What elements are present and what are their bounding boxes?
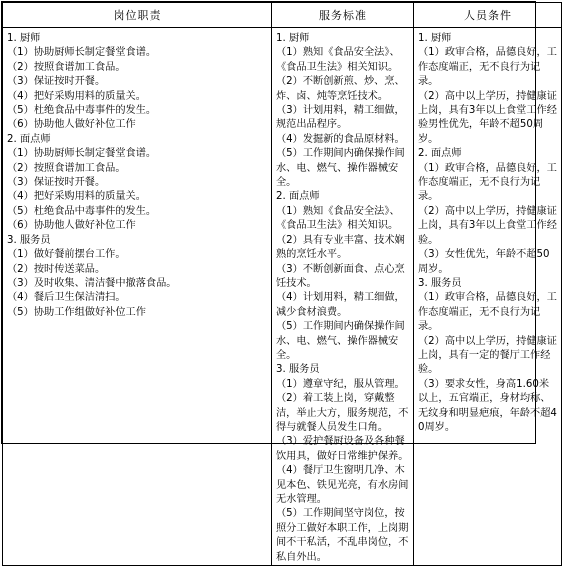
staff-requirement-line: （2）高中以上学历，持健康证上岗，具有3年以上食堂工作经验男性优先，年龄不超50周岁。 (418, 90, 557, 145)
job-duty-line: （6）协助他人做好补位工作 (7, 119, 136, 131)
job-duty-line: （1）协助厨师长制定餐堂食谱。 (7, 148, 157, 160)
service-standard-line: （5）工作期间内确保操作间水、电、燃气、操作器械安全。 (276, 321, 405, 361)
table-header-row (3, 3, 562, 28)
job-duty-line: （3）保证按时开餐。 (7, 177, 106, 189)
job-duties-cell (3, 28, 272, 566)
job-requirements-document (1, 1, 557, 563)
job-duty-line: （6）协助他人做好补位工作 (7, 220, 136, 232)
job-duty-line: （2）按时传送菜品。 (7, 263, 106, 275)
service-standard-line: （1）熟知《食品安全法》、《食品卫生法》相关知识。 (276, 205, 400, 232)
staff-requirement-line: （2）高中以上学历，持健康证上岗，具有一定的餐厅工作经验。 (418, 335, 557, 376)
staff-requirement-line: （2）高中以上学历，持健康证上岗，具有3年以上食堂工作经验。 (418, 205, 557, 246)
service-standard-line: 2. 面点师 (276, 191, 320, 203)
job-duty-line: （4）把好采购用料的质量关。 (7, 191, 146, 203)
staff-requirement-line: （1）政审合格，品德良好，工作态度端正，无不良行为记录。 (418, 162, 557, 203)
service-standard-line: 1. 厨师 (276, 33, 310, 44)
job-duty-line: 2. 面点师 (7, 133, 51, 145)
job-duty-line: （3）保证按时开餐。 (7, 76, 106, 88)
job-duty-line: （1）做好餐前摆台工作。 (7, 249, 126, 261)
staff-requirements-cell (414, 28, 562, 566)
service-standard-line: （3）不断创新面食、点心烹饪技术。 (276, 263, 405, 289)
staff-requirement-line: （1）政审合格，品德良好，工作态度端正，无不良行为记录。 (418, 292, 557, 333)
service-standard-line: （5）工作期间坚守岗位，按照分工做好本职工作，上岗期间不干私活，不乱串岗位，不私自外出。 (276, 508, 409, 563)
service-standard-line: （4）计划用料，精工细做，减少食材浪费。 (276, 292, 405, 318)
job-duty-line: （5）杜绝食品中毒事件的发生。 (7, 205, 157, 217)
service-standard-line: （4）餐厅卫生窗明几净、木见本色、铁见光亮，有水房间无水管理。 (276, 465, 409, 505)
job-duty-line: （4）餐后卫生保洁清扫。 (7, 292, 126, 304)
job-duty-line: （1）协助厨师长制定餐堂食谱。 (7, 47, 157, 59)
service-standards-cell (272, 28, 414, 566)
staff-requirement-line: 2. 面点师 (418, 148, 462, 160)
header-service-standards: 服务标准 (272, 3, 414, 28)
service-standard-line: （2）着工装上岗，穿戴整洁，举止大方，服务规范，不得与就餐人员发生口角。 (276, 393, 409, 433)
staff-requirement-line: 3. 服务员 (418, 277, 462, 289)
service-standard-line: （3）计划用料，精工细做，规范出品程序。 (276, 105, 405, 131)
job-duty-line: 3. 服务员 (7, 234, 51, 246)
job-duty-line: （3）及时收集、清洁餐中撤落食品。 (7, 277, 177, 289)
job-requirements-table (2, 2, 562, 566)
service-standard-line: （3）爱护餐厨设备及各种餐饮用具，做好日常维护保养。 (276, 436, 409, 462)
job-duty-line: （5）协助工作组做好补位工作 (7, 306, 146, 318)
service-standard-line: 3. 服务员 (276, 364, 320, 376)
staff-requirement-line: （1）政审合格，品德良好，工作态度端正，无不良行为记录。 (418, 47, 557, 88)
staff-requirement-line: （3）女性优先，年龄不超50周岁。 (418, 249, 550, 275)
table-body-row (3, 28, 562, 566)
job-duty-line: 1. 厨师 (7, 33, 41, 44)
service-standard-line: （2）具有专业丰富、技术娴熟的烹饪水平。 (276, 234, 405, 261)
job-duty-line: （4）把好采购用料的质量关。 (7, 90, 146, 102)
service-standard-line: （4）发掘新的食品原材料。 (276, 133, 405, 145)
service-standard-line: （1）遵章守纪，服从管理。 (276, 378, 405, 390)
job-duty-line: （5）杜绝食品中毒事件的发生。 (7, 105, 157, 117)
job-duty-line: （2）按照食谱加工食品。 (7, 162, 126, 174)
staff-requirement-line: （3）要求女性，身高1.60米以上，五官端正，身材均称、无纹身和明显疤痕，年龄不超40周岁。 (418, 378, 557, 433)
service-standard-line: （1）熟知《食品安全法》、《食品卫生法》相关知识。 (276, 47, 400, 73)
service-standard-line: （2）不断创新煎、炒、烹、炸、卤、炖等烹饪技术。 (276, 76, 405, 102)
header-job-duties: 岗位职责 (3, 3, 272, 28)
job-duty-line: （2）按照食谱加工食品。 (7, 61, 126, 73)
staff-requirement-line: 1. 厨师 (418, 33, 452, 44)
header-staff-requirements: 人员条件 (414, 3, 562, 28)
service-standard-line: （5）工作期间内确保操作间水、电、燃气、操作器械安全。 (276, 148, 405, 189)
